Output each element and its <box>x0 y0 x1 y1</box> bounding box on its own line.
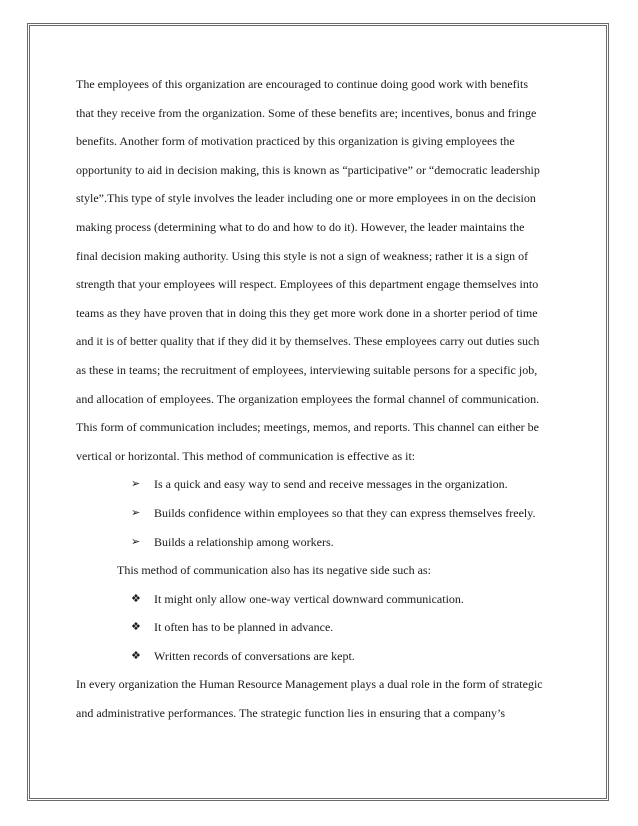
arrow-bullet-icon: ➢ <box>131 477 141 491</box>
disadvantage-list-item <box>76 642 564 671</box>
paragraph-line: teams as they have proven that in doing this they get more work done in a shorter period of time <box>76 305 538 320</box>
negative-intro: This method of communication also has its negative side such as: <box>117 563 431 578</box>
paragraph-line: making process (determining what to do and how to do it). However, the leader maintains the <box>76 219 525 234</box>
advantage-list-item <box>76 499 564 528</box>
document-body <box>76 70 564 728</box>
paragraph-line: benefits. Another form of motivation practiced by this organization is giving employees the <box>76 134 515 149</box>
diamond-bullet-icon: ❖ <box>131 648 141 662</box>
advantage-list-item <box>76 528 564 557</box>
paragraph-line: In every organization the Human Resource Management plays a dual role in the form of strategic <box>76 677 543 692</box>
arrow-bullet-icon: ➢ <box>131 505 141 519</box>
paragraph-line: This form of communication includes; meetings, memos, and reports. This channel can either be <box>76 420 539 435</box>
paragraph-line: opportunity to aid in decision making, this is known as “participative” or “democratic leadership <box>76 162 540 177</box>
paragraph-line: The employees of this organization are encouraged to continue doing good work with benefits <box>76 77 528 91</box>
diamond-bullet-icon: ❖ <box>131 591 141 605</box>
paragraph-line: vertical or horizontal. This method of communication is effective as it: <box>76 448 416 463</box>
paragraph-line: and allocation of employees. The organization employees the formal channel of communication. <box>76 391 540 406</box>
disadvantage-list-item <box>76 585 564 614</box>
diamond-bullet-icon: ❖ <box>131 620 141 634</box>
arrow-bullet-icon: ➢ <box>131 534 141 548</box>
paragraph-line: and it is of better quality that if they did it by themselves. These employees carry out duties such <box>76 334 540 349</box>
disadvantage-text: Written records of conversations are kept. <box>154 648 355 663</box>
paragraph-line: as these in teams; the recruitment of employees, interviewing suitable persons for a specific job, <box>76 362 538 377</box>
paragraph-line: and administrative performances. The strategic function lies in ensuring that a company’s <box>76 706 505 721</box>
paragraph-line: that they receive from the organization. Some of these benefits are; incentives, bonus and fringe <box>76 105 537 120</box>
advantage-text: Is a quick and easy way to send and receive messages in the organization. <box>154 477 508 492</box>
advantage-text: Builds a relationship among workers. <box>154 534 334 549</box>
disadvantage-list-item <box>76 613 564 642</box>
paragraph-line: strength that your employees will respect. Employees of this department engage themselves into <box>76 277 539 292</box>
disadvantage-text: It might only allow one-way vertical downward communication. <box>154 591 464 606</box>
paragraph-line: final decision making authority. Using this style is not a sign of weakness; rather it is a sign of <box>76 248 529 263</box>
paragraph-line: style”.This type of style involves the leader including one or more employees in on the decision <box>76 191 536 206</box>
disadvantage-text: It often has to be planned in advance. <box>154 620 334 635</box>
advantage-list-item <box>76 470 564 499</box>
advantage-text: Builds confidence within employees so that they can express themselves freely. <box>154 505 536 520</box>
